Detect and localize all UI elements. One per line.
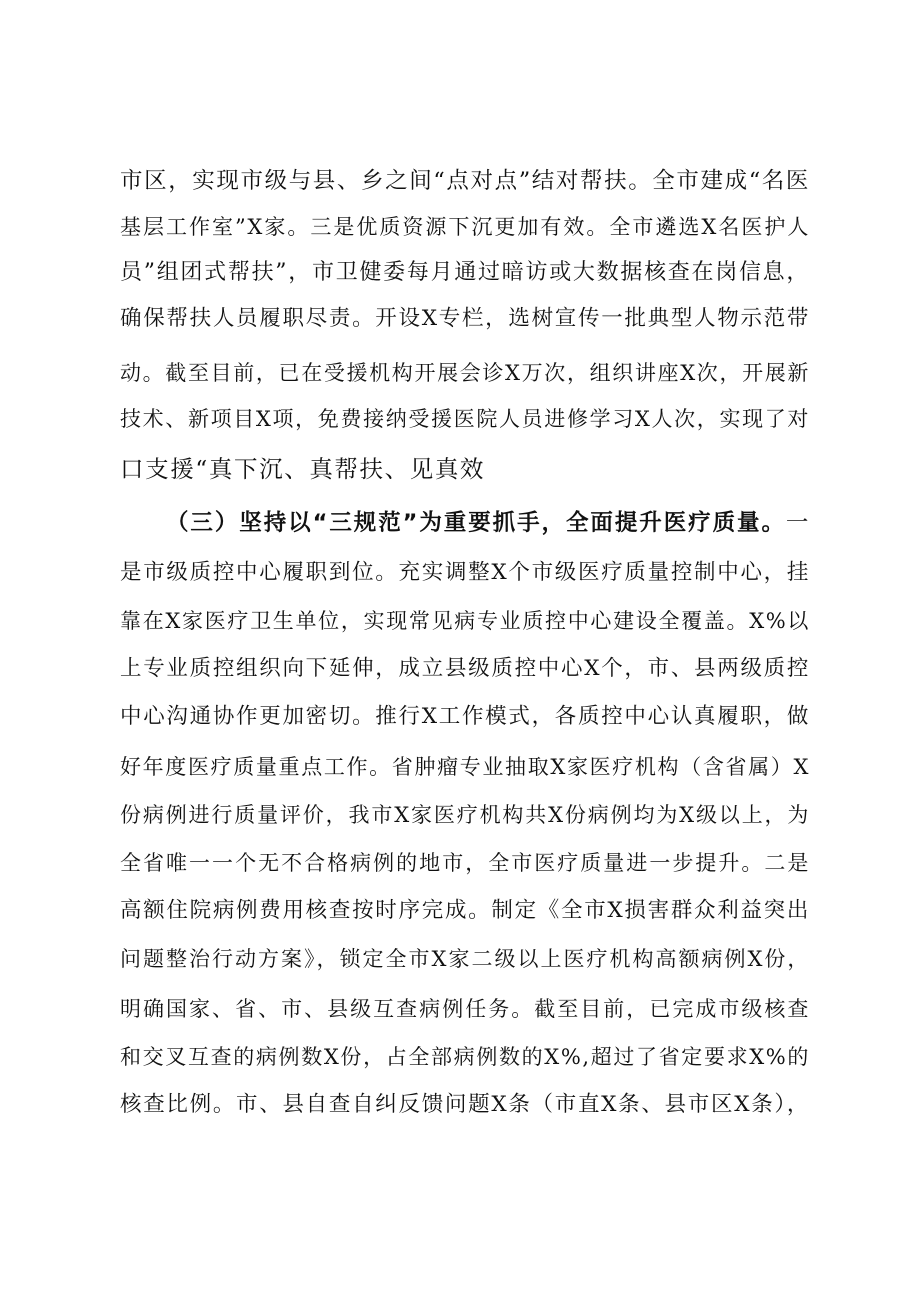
paragraph-2-line-4: 上专业质控组织向下延伸，成立县级质控中心X个，市、县两级质控 bbox=[120, 656, 810, 681]
paragraph-2-line-10: 问题整治行动方案》，锁定全市X家二级以上医疗机构高额病例X份， bbox=[120, 947, 810, 971]
paragraph-2-line-6: 好年度医疗质量重点工作。省肿瘤专业抽取X家医疗机构（含省属）X bbox=[120, 755, 810, 779]
paragraph-2-line-8: 全省唯一一个无不合格病例的地市，全市医疗质量进一步提升。二是 bbox=[120, 851, 810, 875]
paragraph-2-line-13: 核查比例。市、县自查自纠反馈问题X条（市直X条、县市区X条）， bbox=[120, 1092, 810, 1117]
paragraph-1-line-4: 确保帮扶人员履职尽责。开设X专栏，选树宣传一批典型人物示范带 bbox=[120, 306, 810, 331]
section-heading-tail: 一 bbox=[785, 510, 810, 536]
paragraph-2-line-3: 靠在X家医疗卫生单位，实现常见病专业质控中心建设全覆盖。X%以 bbox=[120, 609, 810, 633]
paragraph-2-line-7: 份病例进行质量评价，我市X家医疗机构共X份病例均为X级以上，为 bbox=[120, 803, 810, 827]
section-heading: （三）坚持以“三规范”为重要抓手，全面提升医疗质量。 bbox=[166, 510, 786, 536]
paragraph-2-line-12: 和交叉互查的病例数X份，占全部病例数的X%,超过了省定要求X%的 bbox=[120, 1045, 810, 1069]
section-heading-line bbox=[166, 500, 810, 546]
paragraph-1-line-3: 员”组团式帮扶”，市卫健委每月通过暗访或大数据核查在岗信息， bbox=[120, 260, 810, 285]
paragraph-1-line-2: 基层工作室”X家。三是优质资源下沉更加有效。全市遴选X名医护人 bbox=[120, 215, 810, 239]
paragraph-2-line-5: 中心沟通协作更加密切。推行X工作模式，各质控中心认真履职，做 bbox=[120, 704, 810, 729]
paragraph-1-line-6: 技术、新项目X项，免费接纳受援医院人员进修学习X人次，实现了对 bbox=[120, 407, 810, 431]
paragraph-2-line-2: 是市级质控中心履职到位。充实调整X个市级医疗质量控制中心，挂 bbox=[120, 560, 810, 585]
paragraph-1-line-1: 市区，实现市级与县、乡之间“点对点”结对帮扶。全市建成“名医 bbox=[120, 168, 811, 194]
paragraph-2-line-11: 明确国家、省、市、县级互查病例任务。截至目前，已完成市级核查 bbox=[120, 997, 810, 1021]
paragraph-2-line-9: 高额住院病例费用核查按时序完成。制定《全市X损害群众利益突出 bbox=[120, 898, 810, 923]
paragraph-2-line-14 bbox=[120, 1132, 810, 1178]
paragraph-1-line-5: 动。截至目前，已在受援机构开展会诊X万次，组织讲座X次，开展新 bbox=[120, 361, 810, 385]
paragraph-1-line-7: 口支援“真下沉、真帮扶、见真效 bbox=[120, 455, 486, 483]
